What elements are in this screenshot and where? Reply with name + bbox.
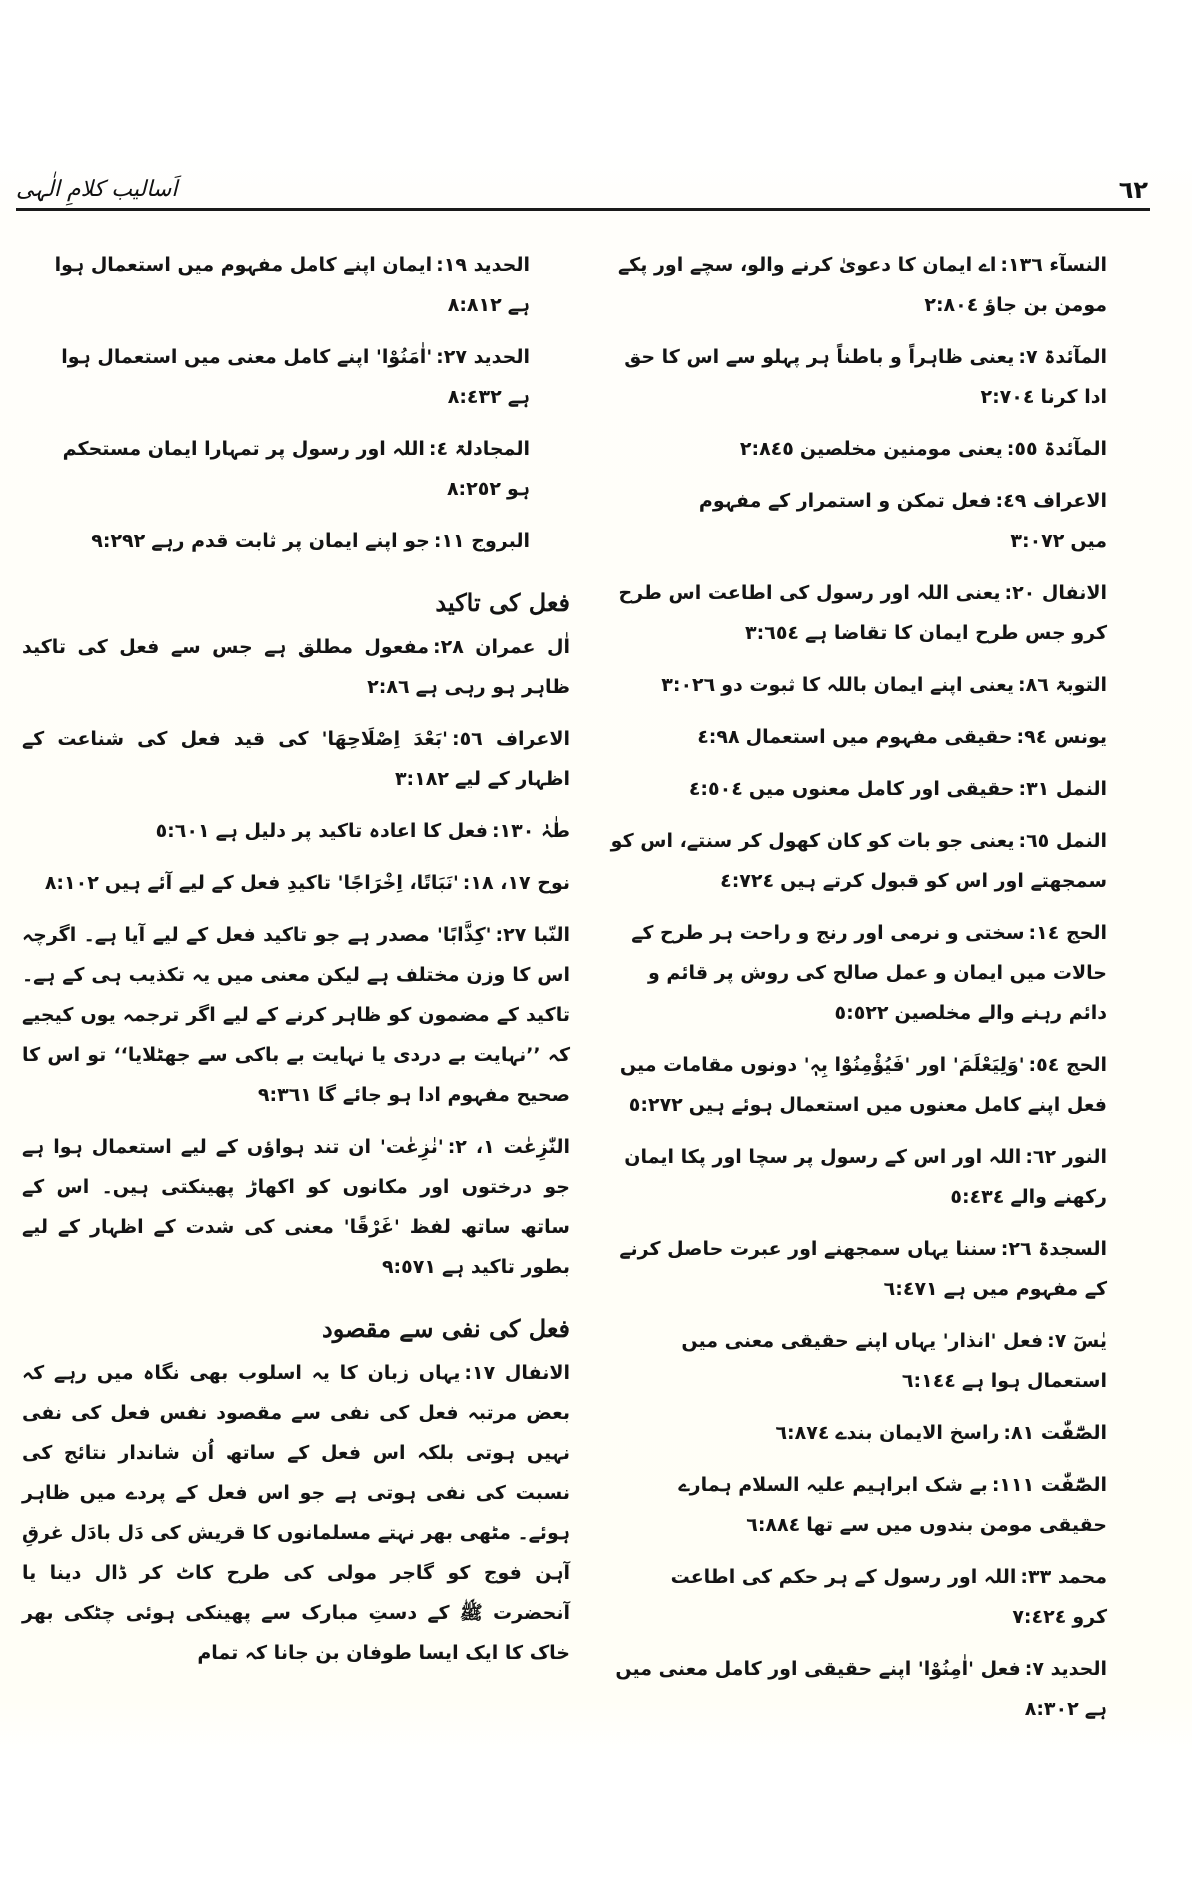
reference-entry (607, 1557, 1147, 1637)
surah-verse-reference: الحدید ٢٧: (436, 346, 530, 368)
volume-page-citation: ٢:٨٠٤ (924, 294, 979, 316)
surah-verse-reference: الحج ١٤: (1028, 922, 1107, 944)
reference-entry (607, 1229, 1147, 1309)
entry-text: حقیقی مفہوم میں استعمال (745, 726, 1013, 748)
reference-entry (607, 913, 1147, 1033)
reference-entry (607, 769, 1147, 809)
reference-entry (607, 429, 1147, 469)
reference-entry (607, 717, 1147, 757)
entry-text: 'کِذَّابًا' مصدر ہے جو تاکید فعل کے لیے آیا ہے۔ اگرچہ اس کا وزن مختلف ہے لیکن معنی میں یہ تکذیب ہی کے ہے۔ تاکید کے مضمون کو ظاہر کرنے کے لیے اگر ترجمہ یوں کیجیے کہ ’’نہایت بے دردی یا نہایت بے باکی سے جھٹلایا‘‘ تو اس کا صحیح مفہوم ادا ہو جائے گا (22, 924, 570, 1106)
entry-text: یعنی مومنین مخلصین (799, 438, 1003, 460)
reference-entry (22, 1353, 570, 1673)
reference-entry (22, 719, 570, 799)
reference-entry (22, 1127, 570, 1287)
emphasis-entries (22, 627, 570, 1287)
section-heading-emphasis: فعل کی تاکید (435, 588, 570, 617)
entry-text: 'نَبَاتًا، اِخْرَاجًا' تاکیدِ فعل کے لیے آئے ہیں (104, 872, 459, 894)
entry-text: یعنی اپنے ایمان باللہ کا ثبوت دو (721, 674, 1014, 696)
reference-entry (607, 337, 1147, 417)
entry-text: فعل کا اعادہ تاکید پر دلیل ہے (215, 820, 488, 842)
volume-page-citation: ٣:٠٢٦ (661, 674, 716, 696)
volume-page-citation: ٨:٤٣٢ (447, 386, 502, 408)
volume-page-citation: ٦:٨٧٤ (775, 1422, 830, 1444)
reference-entry (22, 521, 570, 561)
entry-text: سختی و نرمی اور رنج و راحت ہر طرح کے حالات میں ایمان و عمل صالح کی روش پر قائم و دائم رہنے والے مخلصین (631, 922, 1107, 1024)
volume-page-citation: ٤:٧٢٤ (720, 870, 775, 892)
reference-entry (22, 915, 570, 1115)
book-title: اَسالیب کلامِ الٰہی (16, 177, 178, 202)
volume-page-citation: ٥:٤٣٤ (950, 1186, 1005, 1208)
surah-verse-reference: المآئدۃ ٧: (1018, 346, 1107, 368)
volume-page-citation: ٢:٨٤٥ (739, 438, 794, 460)
volume-page-citation: ٦:١٤٤ (901, 1370, 956, 1392)
volume-page-citation: ٩:٢٩٢ (91, 530, 146, 552)
volume-page-citation: ٢:٧٠٤ (980, 386, 1035, 408)
left-top-entries (22, 245, 570, 561)
surah-verse-reference: الاعراف ٤٩: (995, 490, 1107, 512)
entry-text: یہاں زبان کا یہ اسلوب بھی نگاہ میں رہے کہ بعض مرتبہ فعل کی نفی سے مقصود نفس فعل کی نفی نہیں ہوتی بلکہ اس فعل کے ساتھ اُن شاندار نتائج کی نسبت کی نفی ہوتی ہے جو اس فعل کے پردے میں ظاہر ہوئے۔ مٹھی بھر نہتے مسلمانوں کا قریش کی دَل بادَل غرقِ آہن فوج کو گاجر مولی کی طرح کاٹ کر ڈال دینا یا آنحضرت ﷺ کے دستِ مبارک سے پھینکی ہوئی چٹکی بھر خاک کا ایک ایسا طوفان بن جانا کہ تمام (22, 1362, 570, 1664)
entry-text: 'نٰزِعٰت' ان تند ہواؤں کے لیے استعمال ہوا ہے جو درختوں اور مکانوں کو اکھاڑ پھینکتی ہیں۔ اس کے ساتھ ساتھ لفظ 'غَرْقًا' معنی کی شدت کے اظہار کے لیے بطور تاکید ہے (22, 1136, 570, 1278)
reference-entry (22, 627, 570, 707)
reference-entry (607, 1045, 1147, 1125)
volume-page-citation: ٥:٢٧٢ (628, 1094, 683, 1116)
surah-verse-reference: النمل ٦٥: (1018, 830, 1107, 852)
volume-page-citation: ٨:٣٠٢ (1024, 1698, 1079, 1720)
reference-entry (22, 811, 570, 851)
entry-text: یعنی اللہ اور رسول کی اطاعت اس طرح کرو جس طرح ایمان کا تقاضا ہے (618, 582, 1107, 644)
entry-text: 'وَلِیَعْلَمَ' اور 'فَیُؤْمِنُوْا بِہٖ' دونوں مقامات میں فعل اپنے کامل معنوں میں استعمال ہوئے ہیں (619, 1054, 1107, 1116)
reference-entry (607, 1465, 1147, 1545)
entry-text: اے ایمان کا دعویٰ کرنے والو، سچے اور پکے مومن بن جاؤ (618, 254, 1107, 316)
surah-verse-reference: النسآء ١٣٦: (1000, 254, 1107, 276)
left-column (22, 245, 570, 1685)
volume-page-citation: ٣:٦٥٤ (745, 622, 800, 644)
entry-text: فعل 'انذار' یہاں اپنے حقیقی معنی میں استعمال ہوا ہے (681, 1330, 1107, 1392)
surah-verse-reference: التوبۃ ٨٦: (1017, 674, 1107, 696)
entry-text: 'اٰمَنُوْا' اپنے کامل معنی میں استعمال ہوا ہے (61, 346, 530, 408)
reference-entry (607, 573, 1147, 653)
surah-verse-reference: طٰہٰ ١٣٠: (491, 820, 570, 842)
volume-page-citation: ٨:٨١٢ (447, 294, 502, 316)
reference-entry (607, 481, 1147, 561)
entry-text: بے شک ابراہیم علیہ السلام ہمارے حقیقی مومن بندوں میں سے تھا (678, 1474, 1107, 1536)
entry-text: اللہ اور رسول پر تمہارا ایمان مستحکم ہو (62, 438, 530, 500)
volume-page-citation: ٩:٥٧١ (381, 1256, 436, 1278)
surah-verse-reference: النّبا ٢٧: (495, 924, 570, 946)
reference-entry (22, 245, 570, 325)
surah-verse-reference: النمل ٣١: (1018, 778, 1107, 800)
surah-verse-reference: الحدید ١٩: (436, 254, 530, 276)
entry-text: اللہ اور رسول کے ہر حکم کی اطاعت کرو (670, 1566, 1107, 1628)
surah-verse-reference: الحدید ٧: (1024, 1658, 1107, 1680)
section-heading-negation: فعل کی نفی سے مقصود (322, 1314, 570, 1343)
entry-text: فعل 'اٰمِنُوْا' اپنے حقیقی اور کامل معنی میں ہے (615, 1658, 1107, 1720)
entry-text: مفعول مطلق ہے جس سے فعل کی تاکید ظاہر ہو رہی ہے (22, 636, 570, 698)
entry-text: یعنی جو بات کو کان کھول کر سنتے، اس کو سمجھتے اور اس کو قبول کرتے ہیں (610, 830, 1107, 892)
reference-entry (22, 429, 570, 509)
entry-text: حقیقی اور کامل معنوں میں (748, 778, 1015, 800)
reference-entry (607, 821, 1147, 901)
negation-entries (22, 1353, 570, 1673)
surah-verse-reference: الاعراف ٥٦: (451, 728, 570, 750)
surah-verse-reference: اٰل عمران ٢٨: (433, 636, 570, 658)
reference-entry (607, 665, 1147, 705)
surah-verse-reference: الانفال ١٧: (464, 1362, 570, 1384)
entry-text: ایمان اپنے کامل مفہوم میں استعمال ہوا ہے (54, 254, 530, 316)
reference-entry (22, 337, 570, 417)
entry-text: راسخ الایمان بندے (835, 1422, 1000, 1444)
volume-page-citation: ٦:٨٨٤ (746, 1514, 801, 1536)
surah-verse-reference: الصّٰٓفّٰت ٨١: (1003, 1422, 1107, 1444)
entry-text: جو اپنے ایمان پر ثابت قدم رہے (151, 530, 430, 552)
surah-verse-reference: المجادلۃ ٤: (428, 438, 530, 460)
surah-verse-reference: محمد ٣٣: (1020, 1566, 1107, 1588)
volume-page-citation: ٥:٥٢٢ (834, 1002, 889, 1024)
surah-verse-reference: الصّٰٓفّٰت ١١١: (991, 1474, 1107, 1496)
reference-entry (607, 1137, 1147, 1217)
surah-verse-reference: السجدۃ ٢٦: (1000, 1238, 1107, 1260)
reference-entry (607, 245, 1147, 325)
surah-verse-reference: البروج ١١: (433, 530, 530, 552)
reference-entry (22, 863, 570, 903)
reference-entry (607, 1413, 1147, 1453)
surah-verse-reference: نوح ١٧، ١٨: (462, 872, 570, 894)
surah-verse-reference: المآئدۃ ٥٥: (1006, 438, 1107, 460)
surah-verse-reference: الحج ٥٤: (1028, 1054, 1107, 1076)
surah-verse-reference: یٰسٓ ٧: (1047, 1330, 1107, 1352)
entry-text: یعنی ظاہراً و باطناً ہر پہلو سے اس کا حق ادا کرنا (624, 346, 1107, 408)
surah-verse-reference: النور ٦٢: (1025, 1146, 1107, 1168)
reference-entry (607, 1649, 1147, 1729)
surah-verse-reference: یونس ٩٤: (1016, 726, 1107, 748)
volume-page-citation: ٤:٩٨ (697, 726, 740, 748)
volume-page-citation: ٨:١٠٢ (44, 872, 99, 894)
surah-verse-reference: النّٰزِعٰت ١، ٢: (447, 1136, 570, 1158)
entry-text: سننا یہاں سمجھنے اور عبرت حاصل کرنے کے مفہوم میں ہے (619, 1238, 1107, 1300)
entry-text: فعل تمکن و استمرار کے مفہوم میں (698, 490, 1107, 552)
page-number: ٦٢ (1118, 176, 1148, 204)
volume-page-citation: ٩:٣٦١ (257, 1084, 312, 1106)
right-column (607, 245, 1147, 1741)
entry-text: اللہ اور اس کے رسول پر سچا اور پکا ایمان رکھنے والے (624, 1146, 1107, 1208)
volume-page-citation: ٤:٥٠٤ (688, 778, 743, 800)
volume-page-citation: ٢:٨٦ (367, 676, 410, 698)
volume-page-citation: ٨:٢٥٢ (446, 478, 501, 500)
volume-page-citation: ٦:٤٧١ (883, 1278, 938, 1300)
volume-page-citation: ٣:١٨٢ (394, 768, 449, 790)
volume-page-citation: ٣:٠٧٢ (1010, 530, 1065, 552)
volume-page-citation: ٧:٤٢٤ (1012, 1606, 1067, 1628)
surah-verse-reference: الانفال ٢٠: (1004, 582, 1107, 604)
running-header (16, 160, 1150, 211)
reference-entry (607, 1321, 1147, 1401)
volume-page-citation: ٥:٦٠١ (155, 820, 210, 842)
entry-text: 'بَعْدَ اِصْلَاحِھَا' کی قید فعل کی شناعت کے اظہار کے لیے (22, 728, 570, 790)
